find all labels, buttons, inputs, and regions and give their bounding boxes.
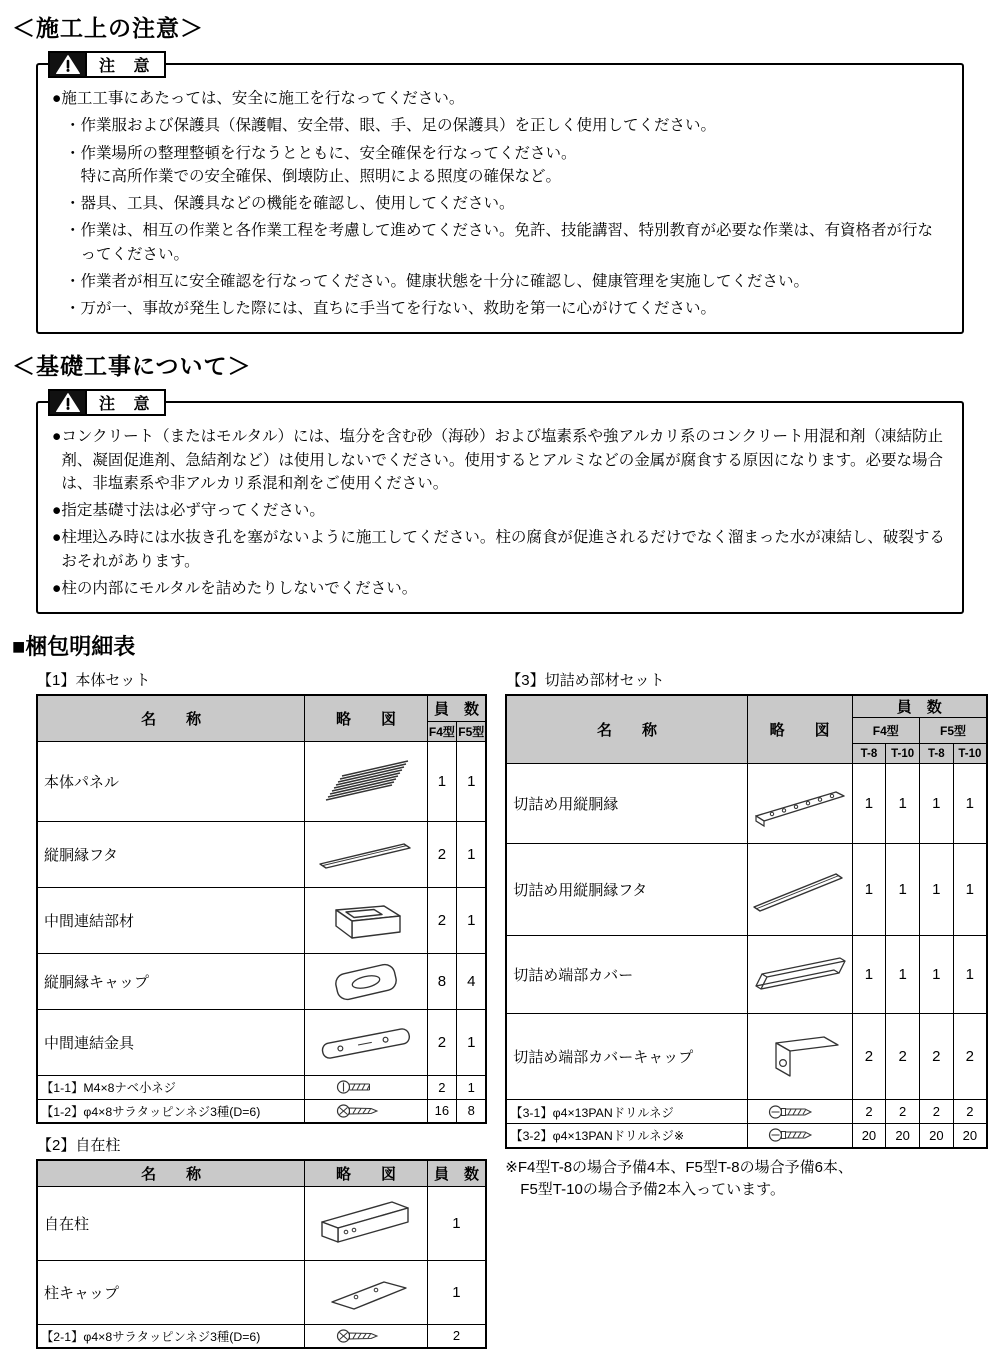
caution-box-foundation <box>36 396 964 614</box>
part-name: 【1-2】φ4×8サラタッピンネジ3種(D=6) <box>37 1099 305 1123</box>
quantity-value: 1 <box>457 1075 487 1099</box>
cutdown-set-row <box>506 1100 987 1124</box>
quantity-value: 2 <box>920 1014 954 1100</box>
part-name: 中間連結部材 <box>37 887 305 953</box>
foundation-caution-item <box>52 577 946 600</box>
quantity-value: 2 <box>852 1100 886 1124</box>
body-set-row <box>37 741 486 821</box>
footnote-line: F5型T-10の場合予備2本入っています。 <box>505 1181 785 1198</box>
quantity-value: 1 <box>953 844 987 936</box>
bullet-marker: ● <box>52 428 62 446</box>
column-header-sketch: 略 図 <box>747 695 852 764</box>
table3-header-row1 <box>506 695 987 718</box>
part-name: 切詰め端部カバーキャップ <box>506 1014 747 1100</box>
caution-text: コンクリート（またはモルタル）には、塩分を含む砂（海砂）および塩素系や強アルカリ系のコンクリート用混和剤（凍結防止剤、凝固促進剤、急結剤など）は使用しないでください。使用するとアルミなどの金属が腐食する原因になります。必要な場合は、非塩素系や非アルカリ系混和剤をご使用ください。 <box>61 428 944 492</box>
caution-text-wrap <box>81 219 946 266</box>
cap-plate-sketch-icon <box>305 1260 427 1324</box>
bullet-marker: ・ <box>65 222 81 240</box>
table-body-set <box>36 694 487 1124</box>
column-header-f5: F5型 <box>457 721 487 741</box>
column-header-t8-f5: T-8 <box>920 744 954 764</box>
quantity-value: 2 <box>427 821 457 887</box>
screw-pan-sketch-icon <box>305 1075 427 1099</box>
construction-caution-item <box>65 192 946 215</box>
caution-text-wrap <box>81 114 946 137</box>
adjustable-post-row <box>37 1186 486 1260</box>
part-name: 縦胴縁フタ <box>37 821 305 887</box>
column-header-f5: F5型 <box>920 718 988 744</box>
warning-triangle-icon <box>48 51 85 78</box>
caution-text-wrap <box>61 87 946 110</box>
caution-text: 施工工事にあたっては、安全に施工を行なってください。 <box>61 90 465 107</box>
packing-column-right <box>505 669 988 1202</box>
quantity-value: 2 <box>852 1014 886 1100</box>
screw-flat-sketch-icon <box>305 1324 427 1348</box>
part-name: 切詰め用縦胴縁 <box>506 764 747 844</box>
body-set-row <box>37 1099 486 1123</box>
construction-caution-item <box>65 114 946 137</box>
body-set-row <box>37 953 486 1009</box>
body-set-row <box>37 887 486 953</box>
column-header-sketch: 略 図 <box>305 695 427 741</box>
bullet-marker: ● <box>52 90 62 107</box>
column-header-t10-f4: T-10 <box>886 744 920 764</box>
adjustable-post-row <box>37 1324 486 1348</box>
screw-flat-sketch-icon <box>305 1099 427 1123</box>
caution-text: 器具、工具、保護具などの機能を確認し、使用してください。 <box>80 195 515 212</box>
body-set-row <box>37 1009 486 1075</box>
construction-caution-item <box>65 270 946 293</box>
foundation-caution-item <box>52 499 946 522</box>
quantity-value: 20 <box>852 1124 886 1148</box>
column-header-qty: 員 数 <box>427 1160 486 1186</box>
column-header-qty: 員 数 <box>852 695 987 718</box>
quantity-value: 1 <box>852 936 886 1014</box>
foundation-caution-item <box>52 526 946 573</box>
quantity-value: 8 <box>457 1099 487 1123</box>
column-header-t8-f4: T-8 <box>852 744 886 764</box>
column-header-name: 名 称 <box>506 695 747 764</box>
caution-text-wrap <box>81 270 946 293</box>
bar2-sketch-icon <box>747 844 852 936</box>
table-adjustable-post <box>36 1159 487 1349</box>
column-header-f4: F4型 <box>427 721 457 741</box>
quantity-value: 2 <box>427 887 457 953</box>
quantity-value: 20 <box>886 1124 920 1148</box>
part-name: 【3-2】φ4×13PANドリルネジ※ <box>506 1124 747 1148</box>
quantity-value: 20 <box>953 1124 987 1148</box>
part-name: 【1-1】M4×8ナベ小ネジ <box>37 1075 305 1099</box>
caution-text-wrap <box>81 297 946 320</box>
quantity-value: 1 <box>852 844 886 936</box>
bullet-marker: ● <box>52 579 62 597</box>
caution-text-wrap <box>61 499 946 522</box>
table1-caption: 【1】本体セット <box>37 672 151 689</box>
quantity-value: 2 <box>953 1100 987 1124</box>
column-header-t10-f5: T-10 <box>953 744 987 764</box>
bullet-marker: ・ <box>65 117 81 135</box>
cutdown-set-row <box>506 1124 987 1148</box>
body-set-row <box>37 1075 486 1099</box>
bullet-marker: ● <box>52 529 62 547</box>
quantity-value: 1 <box>427 741 457 821</box>
cutdown-set-row <box>506 1014 987 1100</box>
quantity-value: 1 <box>457 821 487 887</box>
part-name: 自在柱 <box>37 1186 305 1260</box>
quantity-value: 1 <box>920 936 954 1014</box>
table3-caption: 【3】切詰め部材セット <box>506 672 665 689</box>
screw-drill-sketch-icon <box>747 1124 852 1148</box>
quantity-value: 1 <box>427 1186 486 1260</box>
bullet-marker: ● <box>52 502 62 519</box>
column-header-f4: F4型 <box>852 718 919 744</box>
quantity-value: 1 <box>457 887 487 953</box>
table1-header-row1 <box>37 695 486 721</box>
quantity-value: 1 <box>953 936 987 1014</box>
quantity-value: 1 <box>852 764 886 844</box>
quantity-value: 1 <box>886 844 920 936</box>
part-name: 【3-1】φ4×13PANドリルネジ <box>506 1100 747 1124</box>
caution-text-wrap <box>61 577 946 600</box>
quantity-value: 2 <box>953 1014 987 1100</box>
caution-text: 作業場所の整理整頓を行なうとともに、安全確保を行なってください。 <box>80 144 577 162</box>
packing-tables <box>36 669 988 1349</box>
caution-text-wrap <box>81 142 946 189</box>
section-title-foundation: ＜基礎工事について＞ <box>12 353 252 380</box>
bullet-marker: ・ <box>65 272 81 290</box>
quantity-value: 2 <box>427 1075 457 1099</box>
bullet-marker: ・ <box>65 195 81 212</box>
cutdown-set-row <box>506 936 987 1014</box>
bullet-marker: ・ <box>65 300 81 317</box>
quantity-value: 1 <box>457 741 487 821</box>
caution-text-wrap <box>61 425 946 495</box>
column-header-name: 名 称 <box>37 1160 305 1186</box>
cap-sketch-icon <box>305 953 427 1009</box>
cover-sketch-icon <box>747 936 852 1014</box>
cutdown-set-row <box>506 844 987 936</box>
part-name: 切詰め端部カバー <box>506 936 747 1014</box>
quantity-value: 1 <box>953 764 987 844</box>
quantity-value: 1 <box>427 1260 486 1324</box>
table3-footnote <box>505 1157 988 1202</box>
caution-text: 万が一、事故が発生した際には、直ちに手当てを行ない、救助を第一に心がけてください。 <box>80 300 717 317</box>
construction-caution-item <box>65 297 946 320</box>
caution-text: 柱の内部にモルタルを詰めたりしないでください。 <box>61 579 418 597</box>
construction-caution-item <box>65 219 946 266</box>
caution-label: 注 意 <box>85 389 166 416</box>
caution-text-wrap <box>61 526 946 573</box>
quantity-value: 2 <box>886 1100 920 1124</box>
adjustable-post-row <box>37 1260 486 1324</box>
bar-sketch-icon <box>305 821 427 887</box>
construction-caution-item <box>65 142 946 189</box>
quantity-value: 2 <box>427 1324 486 1348</box>
foundation-caution-item <box>52 425 946 495</box>
table-cutdown-set <box>505 694 988 1149</box>
quantity-value: 2 <box>427 1009 457 1075</box>
caution-text: 作業服および保護具（保護帽、安全帯、眼、手、足の保護具）を正しく使用してください。 <box>80 117 717 135</box>
quantity-value: 1 <box>920 764 954 844</box>
caution-label: 注 意 <box>85 51 166 78</box>
quantity-value: 1 <box>457 1009 487 1075</box>
caution-text: 柱埋込み時には水抜き孔を塞がないように施工してください。柱の腐食が促進されるだけでなく溜まった水が凍結し、破裂するおそれがあります。 <box>61 529 945 570</box>
caution-text-continued: 特に高所作業での安全確保、倒壊防止、照明による照度の確保など。 <box>80 167 562 185</box>
part-name: 切詰め用縦胴縁フタ <box>506 844 747 936</box>
part-name: 縦胴縁キャップ <box>37 953 305 1009</box>
quantity-value: 2 <box>920 1100 954 1124</box>
construction-caution-item <box>52 87 946 110</box>
part-name: 中間連結金具 <box>37 1009 305 1075</box>
caution-text-wrap <box>81 192 946 215</box>
quantity-value: 8 <box>427 953 457 1009</box>
caution-list-construction <box>52 87 946 320</box>
caution-badge <box>48 389 166 416</box>
column-header-name: 名 称 <box>37 695 305 741</box>
panel-sketch-icon <box>305 741 427 821</box>
quantity-value: 1 <box>886 764 920 844</box>
body-set-row <box>37 821 486 887</box>
quantity-value: 1 <box>886 936 920 1014</box>
caution-text: 指定基礎寸法は必ず守ってください。 <box>61 502 325 519</box>
column-header-qty: 員 数 <box>427 695 486 721</box>
warning-triangle-icon <box>48 389 85 416</box>
part-name: 柱キャップ <box>37 1260 305 1324</box>
section-title-construction: ＜施工上の注意＞ <box>12 15 204 41</box>
quantity-value: 16 <box>427 1099 457 1123</box>
caution-list-foundation <box>52 425 946 600</box>
post-sketch-icon <box>305 1186 427 1260</box>
caution-badge <box>48 51 166 78</box>
column-header-sketch: 略 図 <box>305 1160 427 1186</box>
caution-text: 作業者が相互に安全確認を行なってください。健康状態を十分に確認し、健康管理を実施してください。 <box>80 272 810 290</box>
part-name: 本体パネル <box>37 741 305 821</box>
plate-sketch-icon <box>305 1009 427 1075</box>
packing-column-left <box>36 669 487 1349</box>
quantity-value: 4 <box>457 953 487 1009</box>
caution-box-construction <box>36 58 964 334</box>
screw-drill-sketch-icon <box>747 1100 852 1124</box>
cutdown-set-row <box>506 764 987 844</box>
bracket-sketch-icon <box>747 1014 852 1100</box>
caution-text: 作業は、相互の作業と各作業工程を考慮して進めてください。免許、技能講習、特別教育が必要な作業は、有資格者が行なってください。 <box>80 222 934 263</box>
bar-holes-sketch-icon <box>747 764 852 844</box>
table2-caption: 【2】自在柱 <box>37 1137 121 1154</box>
bullet-marker: ・ <box>65 144 81 162</box>
packing-list-title: ■梱包明細表 <box>12 634 136 659</box>
quantity-value: 2 <box>886 1014 920 1100</box>
footnote-line: ※F4型T-8の場合予備4本、F5型T-8の場合予備6本、 <box>505 1158 853 1176</box>
part-name: 【2-1】φ4×8サラタッピンネジ3種(D=6) <box>37 1324 305 1348</box>
quantity-value: 20 <box>920 1124 954 1148</box>
quantity-value: 1 <box>920 844 954 936</box>
channel-sketch-icon <box>305 887 427 953</box>
table2-header-row <box>37 1160 486 1186</box>
